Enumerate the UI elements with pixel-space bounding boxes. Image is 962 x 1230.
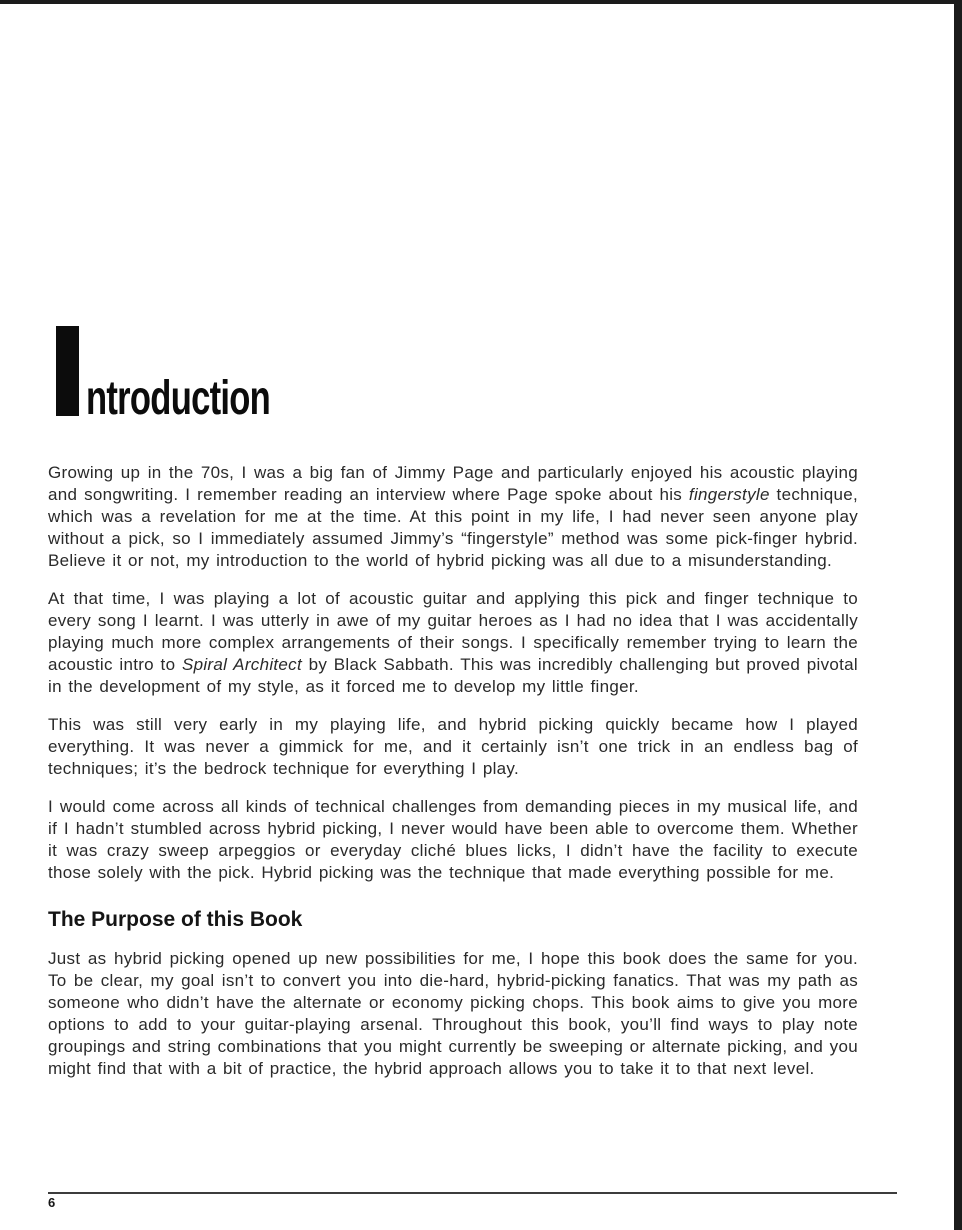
paragraph-2 (48, 588, 858, 698)
paragraph-1 (48, 462, 858, 572)
paragraph-3 (48, 714, 858, 780)
text-run: I would come across all kinds of technical challenges from demanding pieces in my musical life, and if I hadn’t stumbled across hybrid picking, I never would have been able to overcome them. Whether it was crazy sweep arpeggios or everyday cliché blues licks, I didn’t have the facility to execute those solely with the pick. Hybrid picking was the technique that made everything possible for me. (48, 797, 858, 882)
text-run: Growing up in the 70s, I was a big fan of Jimmy Page and particularly enjoyed his acoustic playing and songwriting. I remember reading an interview where Page spoke about his (48, 463, 858, 504)
paragraph-4 (48, 796, 858, 884)
text-run: Just as hybrid picking opened up new possibilities for me, I hope this book does the same for you. To be clear, my goal isn’t to convert you into die-hard, hybrid-picking fanatics. That was my path as someone who didn’t have the alternate or economy picking chops. This book aims to give you more options to add to your guitar-playing arsenal. Throughout this book, you’ll find ways to play note groupings and string combinations that you might currently be sweeping or alternate picking, and you might find that with a bit of practice, the hybrid approach allows you to take it to that next level. (48, 949, 858, 1078)
page-number: 6 (48, 1195, 56, 1210)
drop-cap-glyph (56, 331, 59, 342)
italic-run: Spiral Architect (181, 655, 303, 674)
page-content (48, 324, 858, 1096)
chapter-title-text: ntroduction (86, 372, 271, 425)
italic-run: fingerstyle (688, 485, 770, 504)
text-run: This was still very early in my playing life, and hybrid picking quickly became how I played everything. It was never a gimmick for me, and it certainly isn’t one trick in an endless bag of techniques; it’s the bedrock technique for everything I play. (48, 715, 858, 778)
drop-cap-letter-i (56, 326, 79, 416)
paragraph-5 (48, 948, 858, 1080)
text-run: At that time, I was playing a lot of acoustic guitar and applying this pick and finger technique to every song I learnt. I was utterly in awe of my guitar heroes as I had no idea that I was accidentally playing much more complex arrangements of their songs. I specifically remember trying to learn the acoustic intro to (48, 589, 858, 674)
text-run: by Black Sabbath. This was incredibly challenging but proved pivotal in the development of my style, as it forced me to develop my little finger. (48, 655, 858, 696)
chapter-title (48, 324, 858, 425)
text-run: technique, which was a revelation for me at the time. At this point in my life, I had never seen anyone play without a pick, so I immediately assumed Jimmy’s “fingerstyle” method was some pick-finger hybrid. Believe it or not, my introduction to the world of hybrid picking was all due to a misunderstanding. (48, 485, 858, 570)
footer-rule (48, 1192, 897, 1194)
section-heading: The Purpose of this Book (48, 908, 303, 931)
